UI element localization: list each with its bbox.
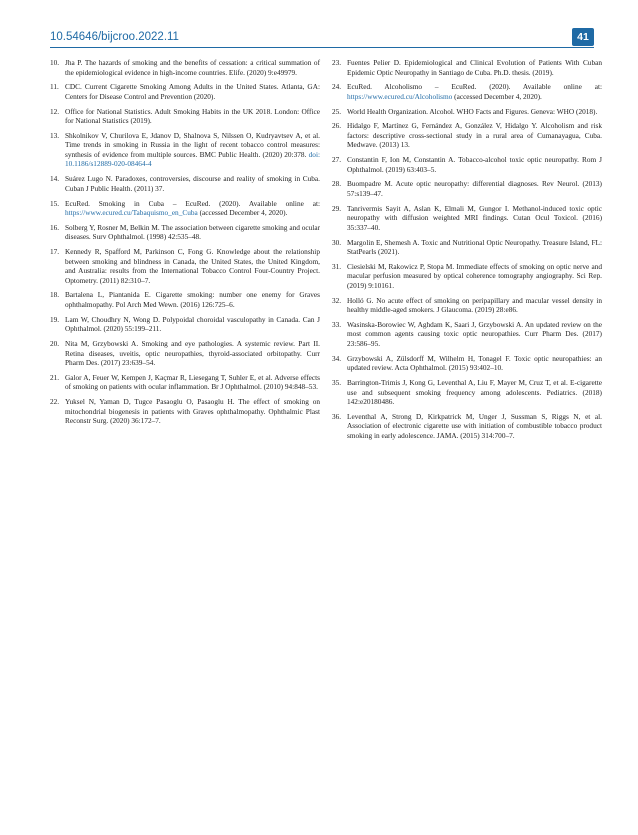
reference-citation: Suárez Lugo N. Paradoxes, controversies, discourse and reality of smoking in Cuba. Cuban J Public Health. (2011) 37.	[65, 174, 320, 193]
reference-item	[332, 378, 602, 407]
reference-number: 24.	[332, 82, 342, 92]
reference-item	[332, 121, 602, 150]
reference-number: 14.	[50, 174, 60, 184]
reference-number: 16.	[50, 222, 60, 232]
reference-text	[347, 262, 602, 291]
reference-citation: Galor A, Feuer W, Kempen J, Kaçmar R, Liesegang T, Suhler E, et al. Adverse effects of smoking on patients with ocular inflammation. Br J Ophthalmol. (2010) 94:848–53.	[65, 372, 320, 392]
reference-number: 33.	[332, 319, 342, 329]
references-right-column	[332, 58, 602, 446]
reference-item	[332, 412, 602, 441]
reference-citation: Constantin F, Ion M, Constantin A. Tobacco-alcohol toxic optic neuropathy. Rom J Ophthalmol. (2019) 63:403–5.	[347, 155, 602, 174]
reference-citation: Buompadre M. Acute optic neuropathy: differential diagnoses. Rev Neurol. (2013) 57:s139–47.	[347, 179, 602, 198]
reference-text	[65, 373, 320, 392]
reference-link[interactable]: https://www.ecured.cu/Alcoholismo	[347, 91, 453, 101]
reference-text	[347, 107, 602, 117]
reference-link[interactable]: doi: 10.1186/s12889-020-08464-4	[65, 149, 320, 169]
reference-item	[50, 290, 320, 309]
reference-citation: Holló G. No acute effect of smoking on peripapillary and macular vessel density in healthy middle-aged smokers. J Glaucoma. (2019) 28:e86.	[347, 295, 602, 315]
reference-text	[65, 339, 320, 368]
reference-text	[65, 131, 320, 169]
reference-number: 26.	[332, 121, 342, 131]
reference-access-note: (accessed December 4, 2020).	[199, 208, 288, 218]
reference-citation: Barrington-Trimis J, Kong G, Leventhal A, Liu F, Mayer M, Cruz T, et al. E-cigarette use and subsequent smoking frequency among adolescents. Pediatrics. (2018) 142:e20180486.	[347, 378, 602, 407]
doi-link[interactable]: 10.54646/bijcroo.2022.11	[50, 31, 179, 43]
reference-item	[332, 155, 602, 174]
reference-citation: CDC. Current Cigarette Smoking Among Adults in the United States. Atlanta, GA: Centers for Disease Control and Prevention (2020).	[65, 82, 320, 101]
reference-number: 25.	[332, 106, 342, 116]
reference-number: 30.	[332, 237, 342, 247]
reference-item	[332, 238, 602, 257]
reference-citation: Yuksel N, Yaman D, Tugce Pasaoglu O, Pasaoglu H. The effect of smoking on mitochondrial biogenesis in patients with Graves ophthalmopathy. Ophthalmic Plast Reconstr Surg. (2020) 36:172–7.	[65, 397, 320, 426]
reference-number: 12.	[50, 106, 60, 116]
reference-number: 34.	[332, 353, 342, 363]
reference-number: 13.	[50, 130, 60, 140]
reference-citation: Office for National Statistics. Adult Smoking Habits in the UK 2018. London: Office for National Statistics (2019).	[65, 106, 320, 126]
reference-text	[347, 412, 602, 441]
reference-item	[50, 339, 320, 368]
reference-number: 19.	[50, 314, 60, 324]
reference-text	[65, 290, 320, 309]
reference-item	[50, 247, 320, 285]
reference-number: 27.	[332, 155, 342, 165]
reference-citation: World Health Organization. Alcohol. WHO Facts and Figures. Geneva: WHO (2018).	[347, 106, 598, 116]
reference-number: 31.	[332, 261, 342, 271]
reference-citation: EcuRed. Alcoholismo – EcuRed. (2020). Available online at:	[347, 82, 602, 92]
reference-citation: EcuRed. Smoking in Cuba – EcuRed. (2020). Available online at:	[65, 198, 320, 208]
reference-number: 18.	[50, 290, 60, 300]
reference-item	[332, 107, 602, 117]
reference-text	[65, 174, 320, 193]
reference-item	[50, 82, 320, 101]
reference-text	[65, 223, 320, 242]
reference-number: 28.	[332, 179, 342, 189]
reference-citation: Leventhal A, Strong D, Kirkpatrick M, Unger J, Sussman S, Riggs N, et al. Association of electronic cigarette use with initiation of combustible tobacco product smoking in early adolescence. JAMA. (2015) 314:700–7.	[347, 411, 602, 440]
reference-citation: Margolin E, Shemesh A. Toxic and Nutritional Optic Neuropathy. Treasure Island, FL: StatPearls (2021).	[347, 237, 602, 257]
reference-item	[50, 373, 320, 392]
reference-citation: Fuentes Pelier D. Epidemiological and Clinical Evolution of Patients With Cuban Epidemic Optic Neuropathy in Santiago de Cuba. Ph.D. thesis. (2019).	[347, 58, 602, 77]
reference-number: 29.	[332, 203, 342, 213]
reference-item	[332, 204, 602, 233]
reference-citation: Hidalgo F, Martínez G, Fernández A, González V, Hidalgo Y. Alcoholism and risk factors: descriptive cross-sectional study in a rural area of Cumanayagua, Cuba. Medwave. (2013) 13.	[347, 121, 602, 150]
reference-citation: Tanrivermis Sayit A, Aslan K, Elmali M, Gungor I. Methanol-induced toxic optic neuropathy with diffusion weighted MRI findings. Cutan Ocul Toxicol. (2016) 35:337–40.	[347, 203, 602, 232]
page-number-badge: 41	[572, 28, 594, 46]
reference-text	[65, 82, 320, 101]
reference-item	[332, 82, 602, 101]
reference-citation: Solberg Y, Rosner M, Belkin M. The association between cigarette smoking and ocular diseases. Surv Ophthalmol. (1998) 42:535–48.	[65, 222, 320, 242]
reference-number: 11.	[50, 82, 59, 92]
reference-citation: Shkolnikov V, Churilova E, Jdanov D, Shalnova S, Nilssen O, Kudryavtsev A, et al. Time trends in smoking in Russia in the light of recent tobacco control measures: synthesis of evidence from multiple sources. BMC Public Health. (2020) 20:378.	[65, 130, 320, 159]
reference-item	[50, 58, 320, 77]
reference-text	[65, 315, 320, 334]
reference-number: 36.	[332, 411, 342, 421]
reference-number: 10.	[50, 58, 60, 67]
reference-text	[347, 378, 602, 407]
reference-item	[332, 320, 602, 349]
reference-citation: Bartalena L, Piantanida E. Cigarette smoking: number one enemy for Graves ophthalmopathy. Pol Arch Med Wewn. (2016) 126:725–6.	[65, 290, 320, 309]
reference-item	[332, 296, 602, 315]
reference-citation: Jha P. The hazards of smoking and the benefits of cessation: a critical summation of the epidemiological evidence in high-income countries. Elife. (2020) 9:e49979.	[65, 58, 320, 77]
reference-citation: Ciesielski M, Rakowicz P, Stopa M. Immediate effects of smoking on optic nerve and macular perfusion measured by optical coherence tomography angiography. Sci Rep. (2019) 9:10161.	[347, 261, 602, 290]
reference-text	[347, 121, 602, 150]
reference-citation: Kennedy R, Spafford M, Parkinson C, Fong G. Knowledge about the relationship between smoking and blindness in Canada, the United States, the United Kingdom, and Australia: results from the International Tobacco Control Four-Country Project. Optometry. (2011) 82:310–7.	[65, 247, 320, 285]
reference-number: 20.	[50, 339, 60, 348]
reference-text	[347, 179, 602, 198]
reference-number: 22.	[50, 397, 60, 407]
reference-number: 32.	[332, 295, 342, 305]
reference-number: 35.	[332, 378, 342, 388]
header-rule	[50, 47, 594, 48]
reference-access-note: (accessed December 4, 2020).	[454, 91, 542, 101]
reference-item	[332, 262, 602, 291]
reference-citation: Grzybowski A, Zülsdorff M, Wilhelm H, Tonagel F. Toxic optic neuropathies: an updated review. Acta Ophthalmol. (2015) 93:402–10.	[347, 353, 602, 373]
reference-text	[65, 247, 320, 285]
reference-item	[50, 107, 320, 126]
reference-text	[347, 58, 602, 77]
reference-item	[50, 131, 320, 169]
reference-item	[332, 354, 602, 373]
reference-text	[347, 354, 602, 373]
reference-item	[50, 315, 320, 334]
reference-item	[50, 174, 320, 193]
reference-text	[65, 58, 320, 77]
reference-text	[347, 320, 602, 349]
reference-text	[65, 199, 320, 218]
reference-number: 21.	[50, 372, 60, 382]
references-left-column	[50, 58, 320, 431]
reference-link[interactable]: https://www.ecured.cu/Tabaquismo_en_Cuba	[65, 208, 198, 218]
reference-number: 17.	[50, 247, 60, 257]
reference-item	[332, 58, 602, 77]
page-header	[50, 28, 594, 48]
reference-item	[332, 179, 602, 198]
reference-text	[347, 155, 602, 174]
reference-citation: Lam W, Choudhry N, Wong D. Polypoidal choroidal vasculopathy in Canada. Can J Ophthalmol. (2020) 55:199–211.	[65, 314, 320, 334]
reference-text	[347, 296, 602, 315]
reference-text	[347, 238, 602, 257]
reference-number: 23.	[332, 58, 342, 67]
reference-item	[50, 223, 320, 242]
reference-item	[50, 199, 320, 218]
reference-text	[347, 204, 602, 233]
reference-text	[65, 397, 320, 426]
reference-citation: Wasinska-Borowiec W, Aghdam K, Saari J, Grzybowski A. An updated review on the most common agents causing toxic optic neuropathies. Curr Pharm Des. (2017) 23:586–95.	[347, 319, 602, 348]
reference-text	[65, 107, 320, 126]
reference-number: 15.	[50, 198, 60, 208]
reference-citation: Nita M, Grzybowski A. Smoking and eye pathologies. A systemic review. Part II. Retina diseases, uveitis, optic neuropathies, thyroid-associated orbitopathy. Curr Pharm Des. (2017) 23:639–54.	[65, 339, 320, 368]
reference-item	[50, 397, 320, 426]
reference-text	[347, 82, 602, 101]
